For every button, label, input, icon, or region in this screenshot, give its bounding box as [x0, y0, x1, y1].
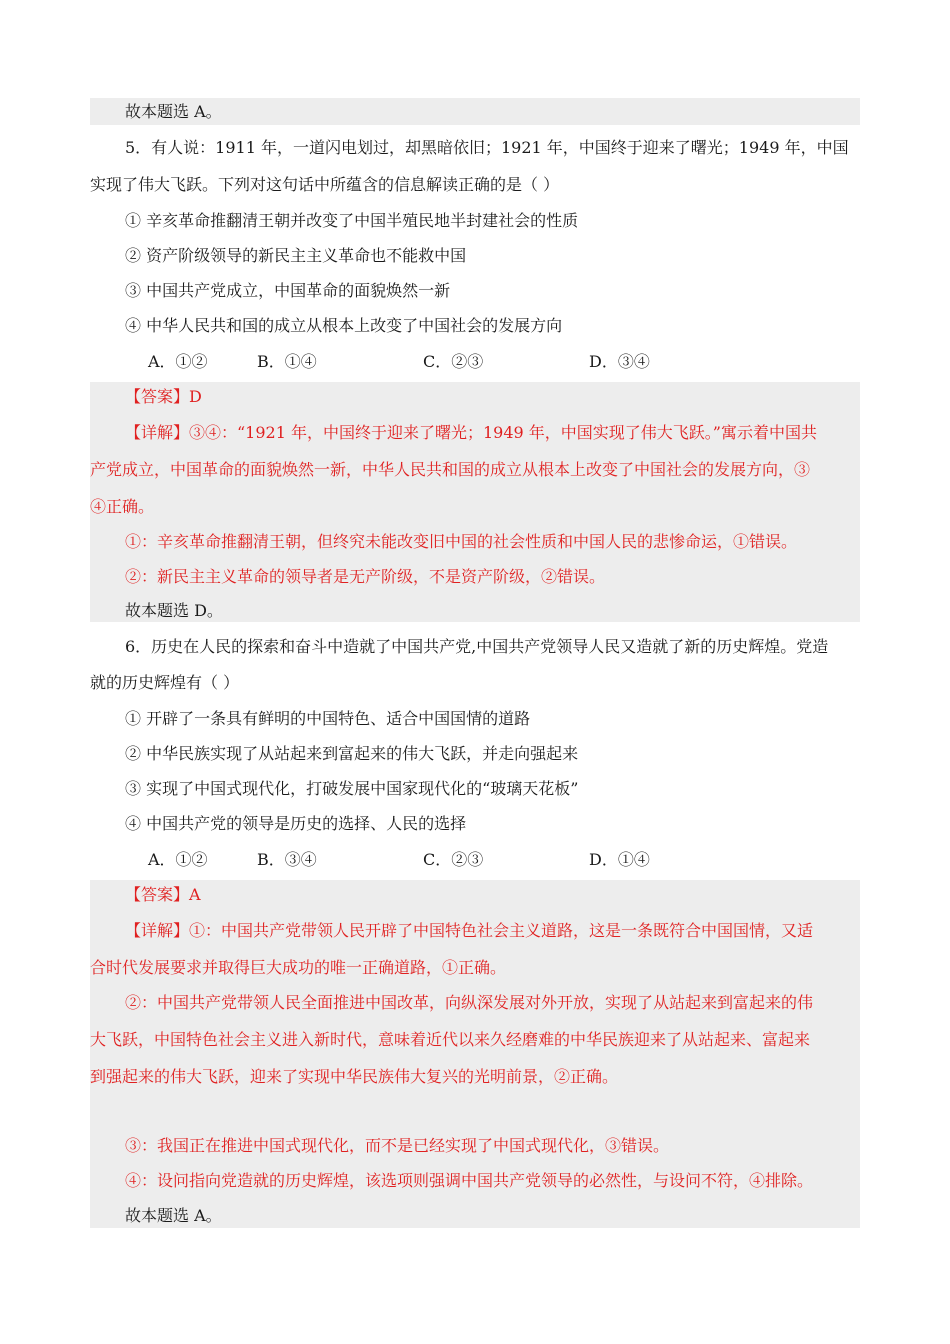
prev-conclusion: 故本题选 A。	[125, 102, 222, 121]
q5-detail-2: 产党成立，中国革命的面貌焕然一新，中华人民共和国的成立从根本上改变了中国社会的发展方向，③	[90, 460, 811, 479]
q5-item-3: ③ 中国共产党成立，中国革命的面貌焕然一新	[125, 281, 451, 300]
q6-option-a: A．①②	[148, 850, 208, 869]
q6-option-c: C．②③	[423, 850, 484, 869]
q6-detail-2: 合时代发展要求并取得巨大成功的唯一正确道路，①正确。	[90, 958, 507, 977]
q6-item-1: ① 开辟了一条具有鲜明的中国特色、适合中国国情的道路	[125, 709, 531, 728]
q6-stem-line2: 就的历史辉煌有（ ）	[90, 673, 240, 692]
q6-detail-3: ②：中国共产党带领人民全面推进中国改革，向纵深发展对外开放，实现了从站起来到富起来的伟	[125, 993, 814, 1012]
q6-detail-6: ③：我国正在推进中国式现代化，而不是已经实现了中国式现代化，③错误。	[125, 1136, 670, 1155]
q6-stem-line1: 6．历史在人民的探索和奋斗中造就了中国共产党,中国共产党领导人民又造就了新的历史辉煌。党造	[125, 637, 829, 656]
q6-answer: 【答案】A	[125, 885, 201, 904]
q6-detail-5: 到强起来的伟大飞跃，迎来了实现中华民族伟大复兴的光明前景，②正确。	[90, 1067, 619, 1086]
q5-conclusion: 故本题选 D。	[125, 601, 223, 620]
q6-detail-4: 大飞跃，中国特色社会主义进入新时代，意味着近代以来久经磨难的中华民族迎来了从站起来、富起来	[90, 1030, 811, 1049]
q5-option-a: A．①②	[148, 352, 208, 371]
q6-item-3: ③ 实现了中国式现代化，打破发展中国家现代化的“玻璃天花板”	[125, 779, 579, 798]
q5-answer: 【答案】D	[125, 387, 202, 406]
q6-detail-1: 【详解】①：中国共产党带领人民开辟了中国特色社会主义道路，这是一条既符合中国国情，又适	[125, 921, 814, 940]
q5-detail-1: 【详解】③④：“1921 年，中国终于迎来了曙光；1949 年，中国实现了伟大飞跃。”寓示着中国共	[125, 423, 817, 442]
q6-conclusion: 故本题选 A。	[125, 1206, 222, 1225]
q6-detail-7: ④：设问指向党造就的历史辉煌，该选项则强调中国共产党领导的必然性，与设问不符，④排除。	[125, 1171, 814, 1190]
q5-stem-line1: 5．有人说：1911 年，一道闪电划过，却黑暗依旧；1921 年，中国终于迎来了曙光；1949 年，中国	[125, 138, 849, 157]
q5-item-1: ① 辛亥革命推翻清王朝并改变了中国半殖民地半封建社会的性质	[125, 211, 579, 230]
q5-detail-3: ④正确。	[90, 497, 155, 516]
q5-option-b: B．①④	[257, 352, 317, 371]
q5-option-c: C．②③	[423, 352, 484, 371]
q5-detail-5: ②：新民主主义革命的领导者是无产阶级，不是资产阶级，②错误。	[125, 567, 606, 586]
q6-item-4: ④ 中国共产党的领导是历史的选择、人民的选择	[125, 814, 467, 833]
q6-item-2: ② 中华民族实现了从站起来到富起来的伟大飞跃，并走向强起来	[125, 744, 579, 763]
q5-detail-4: ①：辛亥革命推翻清王朝，但终究未能改变旧中国的社会性质和中国人民的悲惨命运，①错误。	[125, 532, 798, 551]
q5-option-d: D．③④	[589, 352, 650, 371]
q5-item-4: ④ 中华人民共和国的成立从根本上改变了中国社会的发展方向	[125, 316, 563, 335]
q6-option-b: B．③④	[257, 850, 317, 869]
q6-option-d: D．①④	[589, 850, 650, 869]
q5-stem-line2: 实现了伟大飞跃。下列对这句话中所蕴含的信息解读正确的是（ ）	[90, 175, 560, 194]
q5-item-2: ② 资产阶级领导的新民主主义革命也不能救中国	[125, 246, 467, 265]
